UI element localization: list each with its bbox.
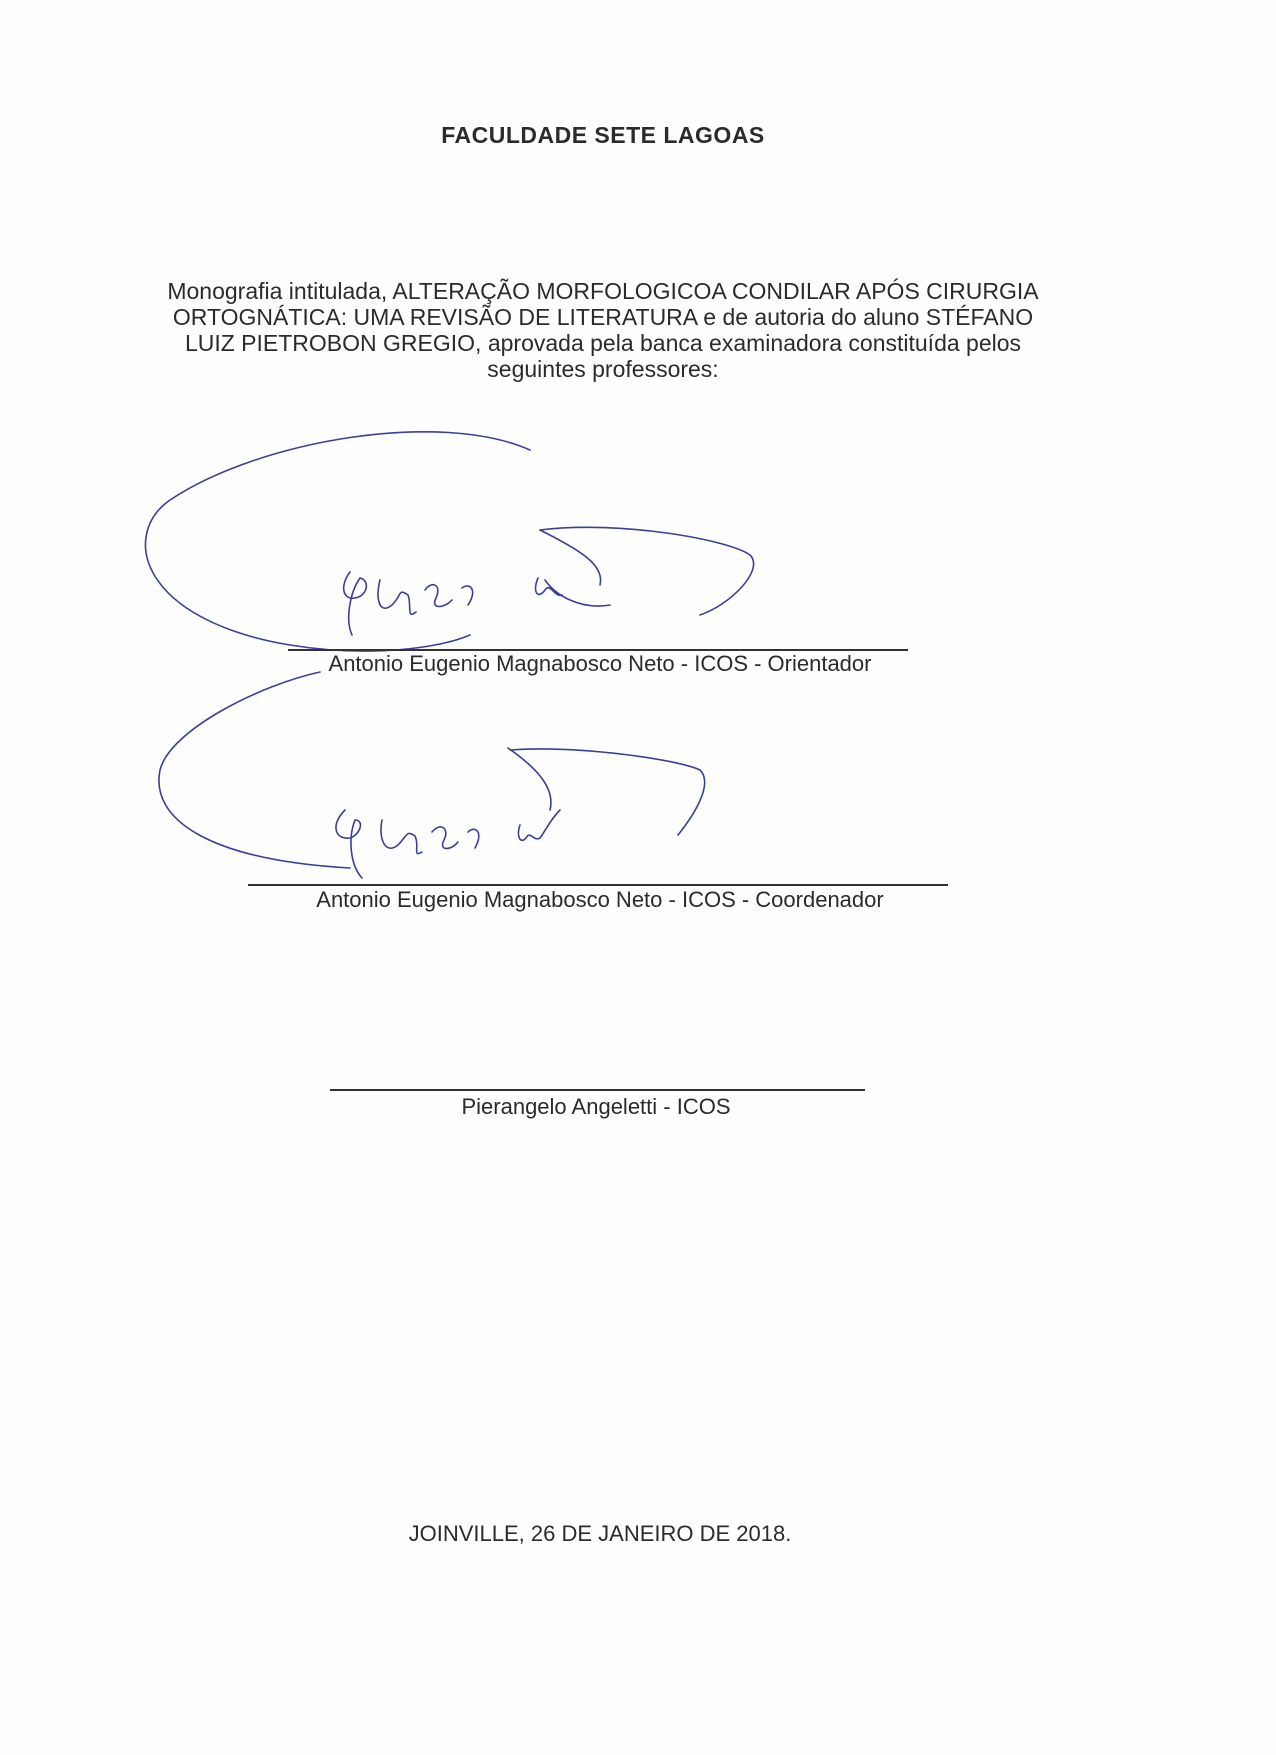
signatory-name: Antonio Eugenio Magnabosco Neto - ICOS - Coordenador <box>316 887 884 912</box>
place-and-date: JOINVILLE, 26 DE JANEIRO DE 2018. <box>408 1521 792 1546</box>
signature-line <box>248 884 948 886</box>
signature-orientador <box>140 420 780 680</box>
signature-line <box>330 1089 865 1091</box>
signatory-name: Pierangelo Angeletti - ICOS <box>461 1094 731 1119</box>
signatory-name: Antonio Eugenio Magnabosco Neto - ICOS - Orientador <box>328 651 872 676</box>
approval-statement: Monografia intitulada, ALTERAÇÃO MORFOLOGICOA CONDILAR APÓS CIRURGIA ORTOGNÁTICA: UMA REVISÃO DE LITERATURA e de autoria do aluno STÉFANO LUIZ PIETROBON GREGIO, aprovada pela banca examinadora constituída pelos seguintes professores: <box>167 278 1039 382</box>
signature-coordenador <box>150 660 770 900</box>
institution-title: FACULDADE SETE LAGOAS <box>441 122 765 148</box>
